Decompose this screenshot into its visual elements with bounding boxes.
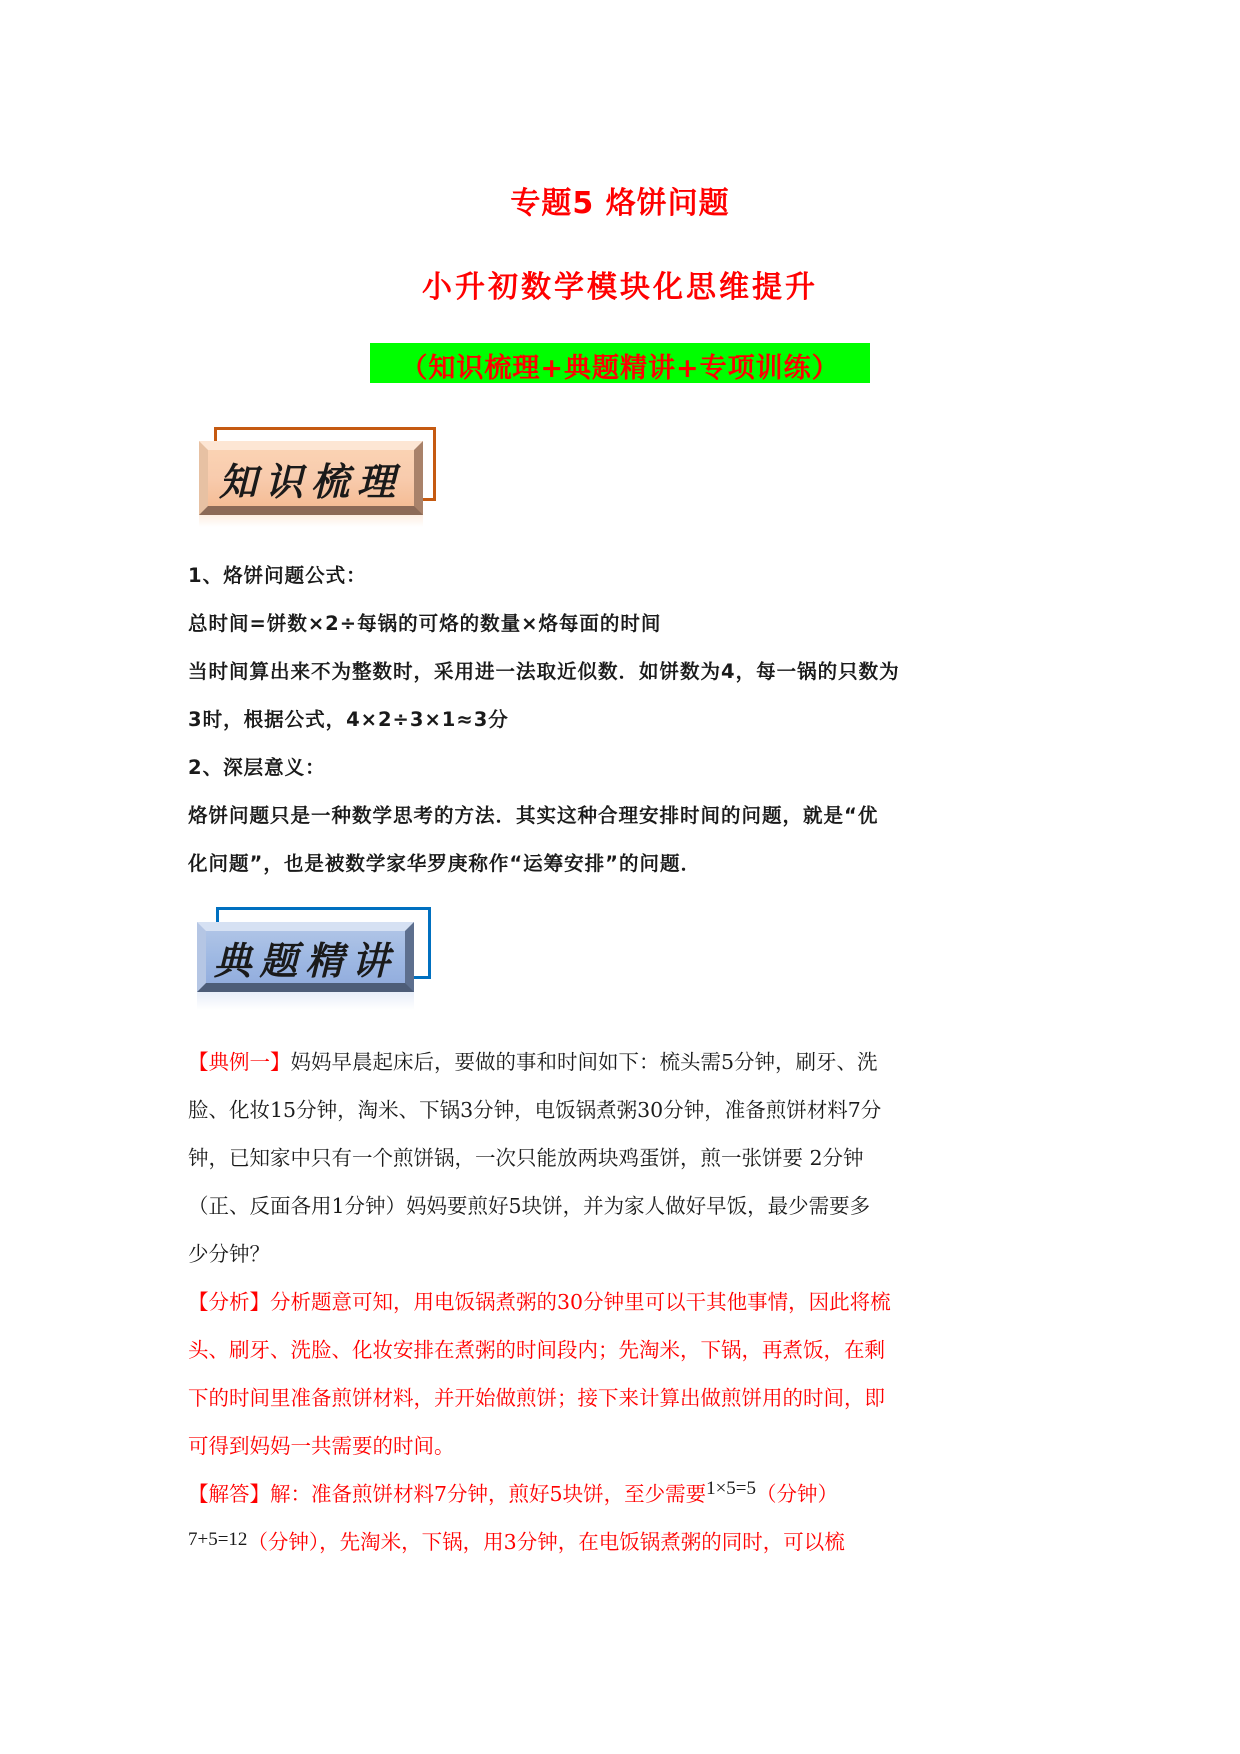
analysis-line: 下的时间里准备煎饼材料，并开始做煎饼；接下来计算出做煎饼用的时间，即 bbox=[188, 1386, 885, 1410]
answer-line bbox=[188, 1470, 1058, 1518]
note-line-2: 3时，根据公式，4×2÷3×1≈3分 bbox=[188, 708, 509, 731]
banner-label: 知识梳理 bbox=[218, 458, 403, 504]
question-line bbox=[188, 1038, 1058, 1086]
banner-box bbox=[197, 922, 414, 992]
meaning-line-1: 烙饼问题只是一种数学思考的方法．其实这种合理安排时间的问题，就是“优 bbox=[188, 804, 879, 827]
banner-reflection bbox=[199, 515, 423, 527]
meaning-line-2: 化问题”，也是被数学家华罗庚称作“运筹安排”的问题． bbox=[188, 852, 701, 875]
question-line: 少分钟？ bbox=[188, 1242, 270, 1266]
analysis-line bbox=[188, 1278, 1058, 1326]
answer-line bbox=[188, 1518, 1058, 1566]
tagline-highlight bbox=[370, 343, 870, 383]
item2-heading: 2、深层意义： bbox=[188, 756, 326, 779]
analysis-tag: 【分析】 bbox=[188, 1290, 270, 1314]
question-line: 钟，已知家中只有一个煎饼锅，一次只能放两块鸡蛋饼，煎一张饼要 2分钟 bbox=[188, 1146, 864, 1170]
example-1 bbox=[188, 1038, 1058, 1566]
document-tagline: （知识梳理+典题精讲+专项训练） bbox=[400, 353, 840, 384]
question-line: 脸、化妆15分钟，淘米、下锅3分钟，电饭锅煮粥30分钟，准备煎饼材料7分 bbox=[188, 1098, 882, 1122]
document-title: 专题5 烙饼问题 bbox=[510, 186, 730, 221]
question-text: 妈妈早晨起床后，要做的事和时间如下：梳头需5分钟，刷牙、洗 bbox=[290, 1050, 878, 1074]
banner-box bbox=[199, 441, 423, 515]
answer-text: 解：准备煎饼材料7分钟，煎好5块饼，至少需要 bbox=[270, 1482, 707, 1506]
answer-text: （分钟），先淘米，下锅，用3分钟，在电饭锅煮粥的同时，可以梳 bbox=[247, 1530, 845, 1554]
item1-heading: 1、烙饼问题公式： bbox=[188, 564, 367, 587]
math-expression: 7+5=12 bbox=[188, 1529, 248, 1550]
banner-label: 典题精讲 bbox=[213, 937, 398, 983]
question-line: （正、反面各用1分钟）妈妈要煎好5块饼，并为家人做好早饭，最少需要多 bbox=[188, 1194, 871, 1218]
example-tag: 【典例一】 bbox=[188, 1050, 291, 1074]
answer-unit: （分钟） bbox=[756, 1482, 839, 1506]
analysis-text: 分析题意可知，用电饭锅煮粥的30分钟里可以干其他事情，因此将梳 bbox=[270, 1290, 891, 1314]
analysis-line: 可得到妈妈一共需要的时间。 bbox=[188, 1434, 455, 1458]
math-expression: 1×5=5 bbox=[706, 1478, 757, 1499]
banner-reflection bbox=[197, 992, 414, 1010]
formula-text: 总时间=饼数×2÷每锅的可烙的数量×烙每面的时间 bbox=[188, 612, 662, 635]
analysis-line: 头、刷牙、洗脸、化妆安排在煮粥的时间段内；先淘米，下锅，再煮饭，在剩 bbox=[188, 1338, 885, 1362]
note-line-1: 当时间算出来不为整数时，采用进一法取近似数．如饼数为4，每一锅的只数为 bbox=[188, 660, 900, 683]
answer-tag: 【解答】 bbox=[188, 1482, 270, 1506]
knowledge-section bbox=[188, 552, 1058, 888]
document-subtitle: 小升初数学模块化思维提升 bbox=[422, 270, 818, 305]
